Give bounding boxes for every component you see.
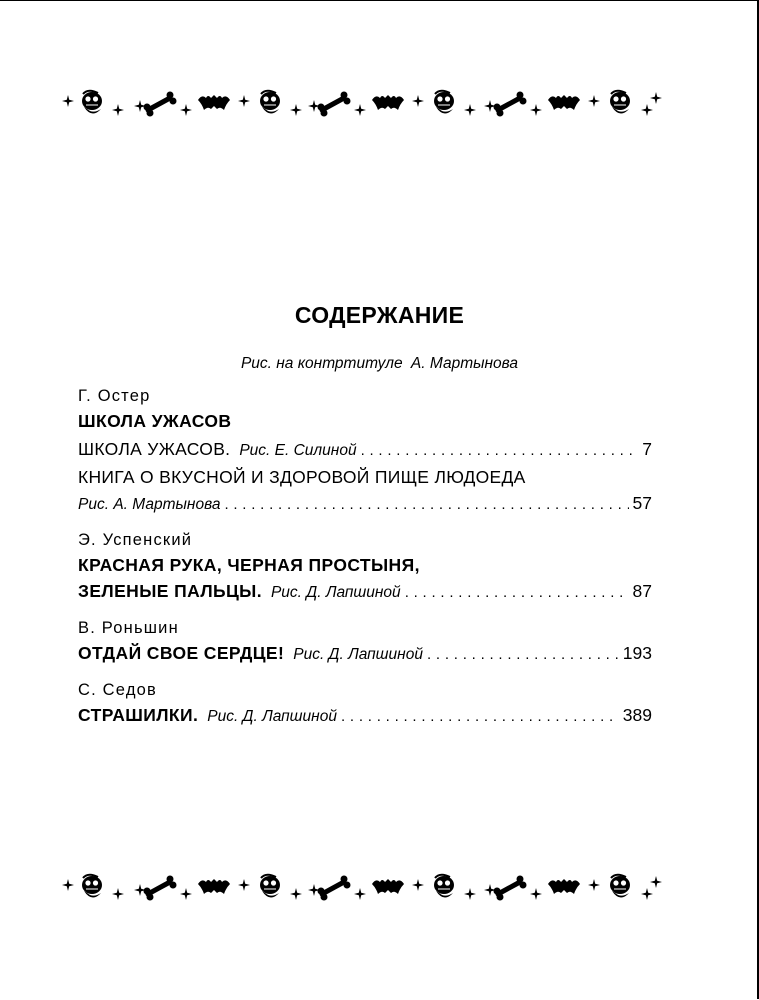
- sparkle-icon: [238, 95, 250, 107]
- skull-icon: [610, 875, 630, 898]
- frontispiece-credit: [0, 355, 759, 373]
- sparkle-icon: [641, 104, 653, 116]
- sparkle-icon: [112, 888, 124, 900]
- skull-icon: [434, 875, 454, 898]
- sparkle-icon: [180, 104, 192, 116]
- section-author: Э. Успенский: [78, 531, 193, 549]
- dot-leader: [224, 492, 628, 518]
- toc-entry[interactable]: [78, 702, 652, 728]
- sparkle-icon: [290, 888, 302, 900]
- sparkle-icon: [641, 888, 653, 900]
- skull-icon: [82, 91, 102, 114]
- bat-icon: [372, 879, 404, 894]
- section-author: С. Седов: [78, 681, 157, 699]
- ornament-bottom: [62, 872, 662, 906]
- frontispiece-artist: А. Мартынова: [410, 355, 519, 372]
- bone-icon: [494, 876, 527, 901]
- sparkle-icon: [238, 879, 250, 891]
- sparkle-icon: [464, 888, 476, 900]
- sparkle-icon: [62, 879, 74, 891]
- sparkle-icon: [650, 92, 662, 104]
- sparkle-icon: [588, 879, 600, 891]
- sparkle-icon: [290, 104, 302, 116]
- entry-page: 389: [622, 705, 652, 725]
- bone-icon: [144, 92, 177, 117]
- sparkle-icon: [530, 888, 542, 900]
- frontispiece-label: Рис. на контртитуле: [240, 355, 403, 372]
- entry-title: КРАСНАЯ РУКА, ЧЕРНАЯ ПРОСТЫНЯ,: [78, 555, 420, 575]
- entry-title: КНИГА О ВКУСНОЙ И ЗДОРОВОЙ ПИЩЕ ЛЮДОЕДА: [78, 467, 526, 487]
- entry-page: 193: [622, 643, 652, 663]
- dot-leader: [405, 580, 629, 606]
- sparkle-icon: [530, 104, 542, 116]
- section-author: В. Роньшин: [78, 619, 179, 637]
- ornament-bottom-graphic: [62, 872, 662, 906]
- sparkle-icon: [354, 888, 366, 900]
- bone-icon: [494, 92, 527, 117]
- toc-entry[interactable]: [78, 578, 652, 604]
- toc-entry-title-line[interactable]: [78, 464, 652, 490]
- section-heading: [78, 408, 652, 434]
- entry-title: СТРАШИЛКИ.: [78, 705, 199, 725]
- sparkle-icon: [112, 104, 124, 116]
- entry-page: 87: [632, 581, 652, 601]
- sparkle-icon: [354, 104, 366, 116]
- sparkle-icon: [180, 888, 192, 900]
- sparkle-icon: [464, 104, 476, 116]
- toc-entry[interactable]: [78, 640, 652, 666]
- entry-illustrator: Рис. Д. Лапшиной: [270, 584, 401, 601]
- sparkle-icon: [62, 95, 74, 107]
- sparkle-icon: [588, 95, 600, 107]
- table-of-contents: [78, 384, 652, 728]
- skull-icon: [260, 875, 280, 898]
- skull-icon: [260, 91, 280, 114]
- entry-title: ШКОЛА УЖАСОВ.: [78, 439, 231, 459]
- entry-title: ОТДАЙ СВОЕ СЕРДЦЕ!: [78, 643, 285, 663]
- dot-leader: [427, 642, 619, 668]
- ornament-top-graphic: [62, 88, 662, 122]
- toc-entry-title-line[interactable]: [78, 552, 652, 578]
- bat-icon: [198, 879, 230, 894]
- bone-icon: [318, 92, 351, 117]
- skull-icon: [82, 875, 102, 898]
- entry-illustrator: Рис. А. Мартынова: [78, 496, 221, 513]
- entry-title: ЗЕЛЕНЫЕ ПАЛЬЦЫ.: [78, 581, 262, 601]
- dot-leader: [361, 438, 639, 464]
- ornament-top: [62, 88, 662, 122]
- dot-leader: [341, 704, 619, 730]
- entry-page: 7: [642, 439, 652, 459]
- toc-entry[interactable]: [78, 436, 652, 462]
- bat-icon: [548, 879, 580, 894]
- page-title: СОДЕРЖАНИЕ: [294, 302, 465, 328]
- bone-icon: [318, 876, 351, 901]
- bone-icon: [144, 876, 177, 901]
- skull-icon: [610, 91, 630, 114]
- section-heading-text: ШКОЛА УЖАСОВ: [78, 411, 232, 431]
- bat-icon: [372, 95, 404, 110]
- skull-icon: [434, 91, 454, 114]
- bat-icon: [198, 95, 230, 110]
- section-author: Г. Остер: [78, 387, 151, 405]
- sparkle-icon: [412, 95, 424, 107]
- entry-illustrator: Рис. Д. Лапшиной: [293, 646, 423, 663]
- toc-entry-credit-line[interactable]: [78, 490, 652, 516]
- entry-illustrator: Рис. Д. Лапшиной: [207, 708, 337, 725]
- bat-icon: [548, 95, 580, 110]
- entry-page: 57: [632, 493, 652, 513]
- sparkle-icon: [412, 879, 424, 891]
- sparkle-icon: [650, 876, 662, 888]
- entry-illustrator: Рис. Е. Силиной: [239, 442, 357, 459]
